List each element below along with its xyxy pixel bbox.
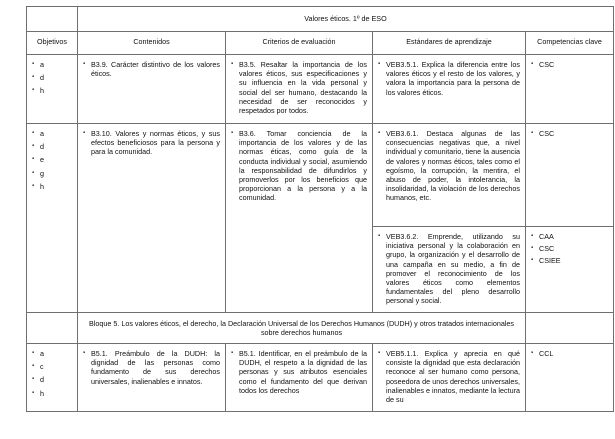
bloque-blank-cell: [27, 313, 78, 344]
competencias-cell: [526, 344, 614, 412]
header-row: [27, 32, 614, 55]
estandar-cell: [373, 344, 526, 412]
title-row: [27, 7, 614, 32]
bloque-row: [27, 313, 614, 344]
objetivo-item: ▪ a: [32, 129, 72, 138]
title-blank-cell: [27, 7, 78, 32]
objetivo-item: ▪ d: [32, 73, 72, 82]
criterio-item: ▪ B3.6. Tomar conciencia de la importancia de los valores y de las normas éticas, como guía de la conducta individual y social, asumiendo la responsabilidad de difundirlos y promoverlos por los beneficios que proporcionan a la persona y a la comunidad.: [231, 129, 367, 203]
objetivo-item: ▪ g: [32, 169, 72, 178]
col-header-criterios: Criterios de evaluación: [226, 32, 373, 55]
competencia-item: ▪ CAA: [531, 232, 608, 241]
estandar-cell: [373, 227, 526, 313]
bloque-blank-cell: [526, 313, 614, 344]
competencia-item: ▪ CSC: [531, 129, 608, 138]
contenido-cell: [78, 124, 226, 313]
table-row: [27, 55, 614, 124]
estandar-item: ▪ VEB3.5.1. Explica la diferencia entre los valores éticos y el resto de los valores, y valora la importancia para la persona de los valores éticos.: [378, 60, 520, 97]
objetivos-cell: [27, 344, 78, 412]
estandar-cell: [373, 55, 526, 124]
table-row: [27, 124, 614, 227]
table-title: Valores éticos. 1º de ESO: [78, 7, 614, 32]
col-header-objetivos: Objetivos: [27, 32, 78, 55]
objetivo-item: ▪ a: [32, 349, 72, 358]
contenido-item: ▪ B3.10. Valores y normas éticos, y sus efectos beneficiosos para la persona y para la comunidad.: [83, 129, 220, 157]
criterio-item: ▪ B3.5. Resaltar la importancia de los valores éticos, sus especificaciones y su influencia en la vida personal y social del ser humano, destacando la necesidad de ser reconocidos y respetados por todos.: [231, 60, 367, 115]
contenido-item: ▪ B5.1. Preámbulo de la DUDH: la dignidad de las personas como fundamento de sus derechos universales, inalienables e innatos.: [83, 349, 220, 386]
criterio-item: ▪ B5.1. Identificar, en el preámbulo de la DUDH, el respeto a la dignidad de las personas y sus atributos esenciales como el fundamento del que derivan todos los derechos: [231, 349, 367, 395]
competencias-cell: [526, 227, 614, 313]
objetivos-cell: [27, 55, 78, 124]
competencia-item: ▪ CCL: [531, 349, 608, 358]
col-header-competencias: Competencias clave: [526, 32, 614, 55]
criterio-cell: [226, 124, 373, 313]
objetivo-item: ▪ h: [32, 182, 72, 191]
objetivos-cell: [27, 124, 78, 313]
objetivo-item: ▪ h: [32, 86, 72, 95]
bloque-heading: Bloque 5. Los valores éticos, el derecho, la Declaración Universal de los Derechos Humanos (DUDH) y otros tratados internacionales sobre derechos humanos: [78, 313, 526, 344]
objetivo-item: ▪ a: [32, 60, 72, 69]
criterio-cell: [226, 344, 373, 412]
competencia-item: ▪ CSC: [531, 244, 608, 253]
table-row: [27, 344, 614, 412]
estandar-item: ▪ VEB5.1.1. Explica y aprecia en qué consiste la dignidad que esta declaración reconoce al ser humano como persona, poseedora de unos derechos universales, inalienables e innatos, mediante la lectura de su: [378, 349, 520, 404]
curriculum-table: [26, 6, 614, 412]
competencias-cell: [526, 124, 614, 227]
contenido-item: ▪ B3.9. Carácter distintivo de los valores éticos.: [83, 60, 220, 78]
contenido-cell: [78, 55, 226, 124]
objetivo-item: ▪ h: [32, 389, 72, 398]
col-header-estandares: Estándares de aprendizaje: [373, 32, 526, 55]
contenido-cell: [78, 344, 226, 412]
col-header-contenidos: Contenidos: [78, 32, 226, 55]
competencia-item: ▪ CSIEE: [531, 256, 608, 265]
objetivo-item: ▪ d: [32, 142, 72, 151]
criterio-cell: [226, 55, 373, 124]
objetivo-item: ▪ c: [32, 362, 72, 371]
estandar-item: ▪ VEB3.6.2. Emprende, utilizando su iniciativa personal y la colaboración en grupo, la organización y el desarrollo de una campaña en su medio, a fin de promover el reconocimiento de los valores éticos como elementos fundamentales del pleno desarrollo personal y social.: [378, 232, 520, 306]
estandar-item: ▪ VEB3.6.1. Destaca algunas de las consecuencias negativas que, a nivel individual y comunitario, tiene la ausencia de valores y normas éticos, tales como el egoísmo, la corrupción, la mentira, el abuso de poder, la intolerancia, la insolidaridad, la violación de los derechos humanos, etc.: [378, 129, 520, 203]
competencia-item: ▪ CSC: [531, 60, 608, 69]
objetivo-item: ▪ d: [32, 375, 72, 384]
estandar-cell: [373, 124, 526, 227]
objetivo-item: ▪ e: [32, 155, 72, 164]
competencias-cell: [526, 55, 614, 124]
